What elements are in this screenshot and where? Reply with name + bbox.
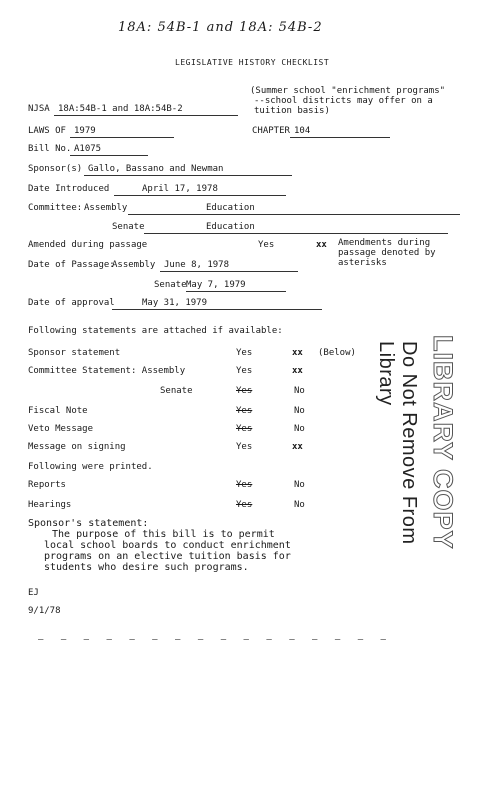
chapter-value: 104 [290,126,390,138]
statement-label: Veto Message [28,424,94,434]
statement-col1: Yes [236,348,253,358]
committee-senate-label: Senate [112,222,145,232]
bill-no-label: Bill No. [28,144,72,154]
statement-label: Committee Statement: Assembly [28,366,186,376]
summary-note-line-2: --school districts may offer on a [254,96,433,106]
approval-value: May 31, 1979 [112,298,322,310]
library-stamp [365,335,460,585]
bottom-dashed-line: — — — — — — — — — — — — — — — — [38,635,392,645]
printed-col1: Yes [236,480,253,490]
handwritten-heading: 18A: 54B-1 and 18A: 54B-2 [118,20,323,35]
statement-label: Fiscal Note [28,406,88,416]
chapter-label: CHAPTER [252,126,290,136]
passage-label: Date of Passage: [28,260,115,270]
date-introduced-value: April 17, 1978 [114,184,286,196]
statement-label: Message on signing [28,442,126,452]
form-title: LEGISLATIVE HISTORY CHECKLIST [175,58,330,67]
printed-label: Hearings [28,500,72,510]
summary-note-line-3: tuition basis) [254,106,330,116]
sponsor-statement-line: programs on an elective tuition basis for [44,551,291,562]
passage-senate-value: May 7, 1979 [186,280,286,292]
attached-heading: Following statements are attached if available: [28,326,283,336]
committee-label: Committee: [28,203,83,213]
statement-col1: Yes [236,406,253,416]
statement-col2: No [294,386,305,396]
sponsors-label: Sponsor(s) [28,164,83,174]
summary-note-line-1: (Summer school "enrichment programs" [250,86,446,96]
sponsor-statement-line: local school boards to conduct enrichment [44,540,291,551]
date-introduced-label: Date Introduced [28,184,110,194]
sponsors-value: Gallo, Bassano and Newman [84,164,292,176]
amended-note-line-2: passage denoted by [338,248,436,258]
statement-col1: Yes [236,424,253,434]
committee-assembly-label: Assembly [84,203,128,213]
statement-col1: Yes [236,366,253,376]
printed-col2: No [294,480,305,490]
committee-senate-value: Education [144,222,448,234]
njsa-value: 18A:54B-1 and 18A:54B-2 [54,104,238,116]
sponsor-statement-line: The purpose of this bill is to permit [52,529,275,540]
sponsor-statement-heading: Sponsor's statement: [28,518,149,529]
approval-label: Date of approval [28,298,115,308]
statement-col2: xx [292,348,303,358]
njsa-label: NJSA [28,104,50,114]
amended-label: Amended during passage [28,240,148,250]
statement-extra: (Below) [318,348,356,358]
printed-col1: Yes [236,500,253,510]
statement-col2: xx [292,366,303,376]
statement-col1: Yes [236,442,253,452]
printed-heading: Following were printed. [28,462,153,472]
date: 9/1/78 [28,606,61,616]
statement-col2: No [294,406,305,416]
sponsor-statement-line: students who desire such programs. [44,562,249,573]
stamp-line-1: LIBRARY COPY [428,335,458,550]
statement-label: Sponsor statement [28,348,121,358]
committee-assembly-value: Education [128,203,460,215]
amended-note-line-3: asterisks [338,258,387,268]
passage-assembly-value: June 8, 1978 [160,260,298,272]
passage-senate-label: Senate [154,280,187,290]
statement-col1: Yes [236,386,253,396]
statement-col2: xx [292,442,303,452]
amended-mark: xx [316,240,327,250]
statement-label: Senate [160,386,193,396]
printed-col2: No [294,500,305,510]
laws-of-label: LAWS OF [28,126,66,136]
printed-label: Reports [28,480,66,490]
passage-assembly-label: Assembly [112,260,156,270]
bill-no-value: A1075 [70,144,148,156]
amended-note-line-1: Amendments during [338,238,431,248]
amended-yes: Yes [258,240,275,250]
statement-col2: No [294,424,305,434]
laws-of-value: 1979 [70,126,174,138]
stamp-line-2: Do Not Remove From Library [375,341,420,545]
initials: EJ [28,588,39,598]
